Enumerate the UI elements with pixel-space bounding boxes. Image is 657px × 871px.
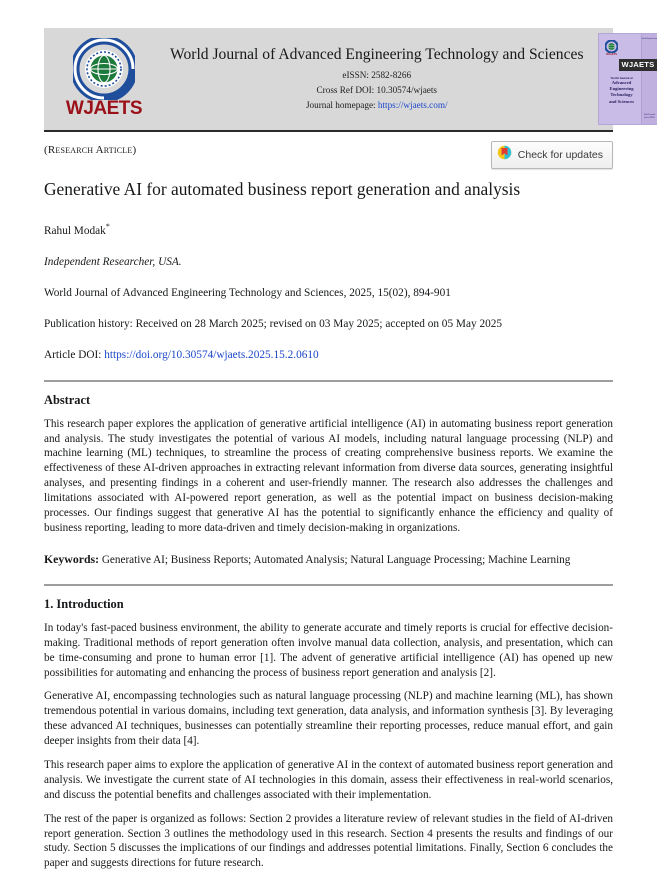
cover-globe-icon (605, 40, 618, 53)
keywords-label: Keywords: (44, 551, 100, 566)
journal-name: World Journal of Advanced Engineering Technology and Sciences (170, 46, 584, 64)
check-for-updates-button[interactable] (491, 141, 613, 169)
author-affiliation: Independent Researcher, USA. (44, 255, 182, 268)
introduction-paragraph-2: Generative AI, encompassing technologies such as natural language processing (NLP) and machine learning (ML), has shown tremendous potential in various domains, including text generation, data analysis, and information synthesis [3]. By leveraging these advanced AI techniques, businesses can potentially streamline their reporting processes, reduce manual effort, and gain deeper insights from their data [4]. (44, 690, 613, 748)
crossmark-icon (497, 145, 512, 165)
introduction-heading: 1. Introduction (44, 596, 124, 611)
keywords-line (44, 552, 613, 568)
cover-title-line-2: Engineering (609, 86, 634, 92)
journal-logo (44, 28, 164, 130)
journal-eissn: eISSN: 2582-8266 (342, 69, 412, 80)
cover-title-small: World Journal of (610, 76, 633, 80)
introduction-paragraph-3: This research paper aims to explore the application of generative AI in the context of automated business report generation and analysis. We investigate the current state of AI technologies in this domain, assess their effectiveness in real-world scenarios, and discuss the potential benefits and challenges associated with their implementation. (44, 759, 613, 801)
keywords-text: Generative AI; Business Reports; Automated Analysis; Natural Language Processing; Machine Learning (101, 553, 571, 566)
journal-crossref-doi: Cross Ref DOI: 10.30574/wjaets (316, 84, 437, 95)
journal-cover-thumbnail (590, 28, 657, 130)
journal-logo-wordmark: WJAETS (65, 98, 143, 119)
article-type-label: (Research Article) (44, 144, 137, 156)
journal-homepage-label: Journal homepage: (305, 99, 376, 110)
wjaets-globe-icon (73, 38, 135, 100)
introduction-paragraph-4: The rest of the paper is organized as follows: Section 2 provides a literature review of relevant studies in the field of AI-driven report generation. Section 3 outlines the methodology used in this research. Section 4 presents the results and findings of our study. Section 5 discusses the implications of our findings and addresses potential limitations. Finally, Section 6 concludes the paper and suggests directions for future research. (44, 812, 613, 870)
abstract-divider (44, 380, 613, 382)
author-line (44, 222, 613, 239)
article-type-row (44, 141, 613, 167)
cover-title-line-4: and Sciences (609, 98, 634, 104)
abstract-heading: Abstract (44, 392, 91, 407)
journal-homepage-link[interactable]: https://wjaets.com/ (377, 99, 448, 110)
introduction-divider (44, 584, 613, 586)
journal-header (44, 28, 657, 132)
paper-page (0, 28, 657, 870)
article-doi-label: Article DOI: (44, 349, 102, 362)
introduction-paragraph-1: In today's fast-paced business environment, the ability to generate accurate and timely reports is crucial for effective decision-making. Traditional methods of report generation often involve manual data collection, analysis, and presentation, which can be time-consuming and prone to human error [1]. The advent of generative artificial intelligence (AI) has opened up new possibilities for automating and enhancing the process of business report generation and analysis [2]. (44, 621, 613, 679)
abstract-text: This research paper explores the application of generative artificial intelligence (AI) in automating business report generation and analysis. The study investigates the potential of various AI models, including natural language processing (NLP) and machine learning (ML) techniques, to streamline the process of creating comprehensive business reports. We examine the effectiveness of these AI-driven approaches in extracting relevant information from diverse data sources, generating insightful analyses, and presenting findings in a coherent and user-friendly manner. The research also addresses the challenges and limitations associated with AI-powered report generation, as well as the potential impact on business decision-making processes. Our findings suggest that generative AI has the potential to significantly enhance the efficiency and quality of business reporting, leading to more data-driven and timely decision-making in organizations. (44, 417, 613, 534)
crossmark-label: Check for updates (517, 149, 603, 161)
cover-title-line-3: Technology (610, 92, 633, 98)
cover-title-line-1: Advanced (611, 80, 632, 86)
cover-side-stripe (641, 34, 657, 124)
author-name: Rahul Modak (44, 224, 106, 237)
article-doi-line (44, 348, 613, 363)
cover-top-label: World Journal Series (641, 38, 657, 40)
publication-history: Publication history: Received on 28 March 2025; revised on 03 May 2025; accepted on 05 May 2025 (44, 318, 503, 331)
cover-title-block (602, 76, 642, 105)
page-title: Generative AI for automated business report generation and analysis (44, 179, 521, 199)
journal-citation: World Journal of Advanced Engineering Technology and Sciences, 2025, 15(02), 894-901 (44, 286, 451, 299)
author-marker: * (105, 221, 110, 231)
cover-logo-text: WJAETS (606, 53, 617, 56)
cover-badge: WJAETS (619, 59, 657, 71)
article-doi-link[interactable]: https://doi.org/10.30574/wjaets.2025.15.2.0610 (104, 349, 319, 362)
journal-homepage-row (170, 98, 584, 113)
cover-footer-label: World Journal Series INDIA (643, 114, 656, 119)
journal-header-text (164, 45, 590, 112)
